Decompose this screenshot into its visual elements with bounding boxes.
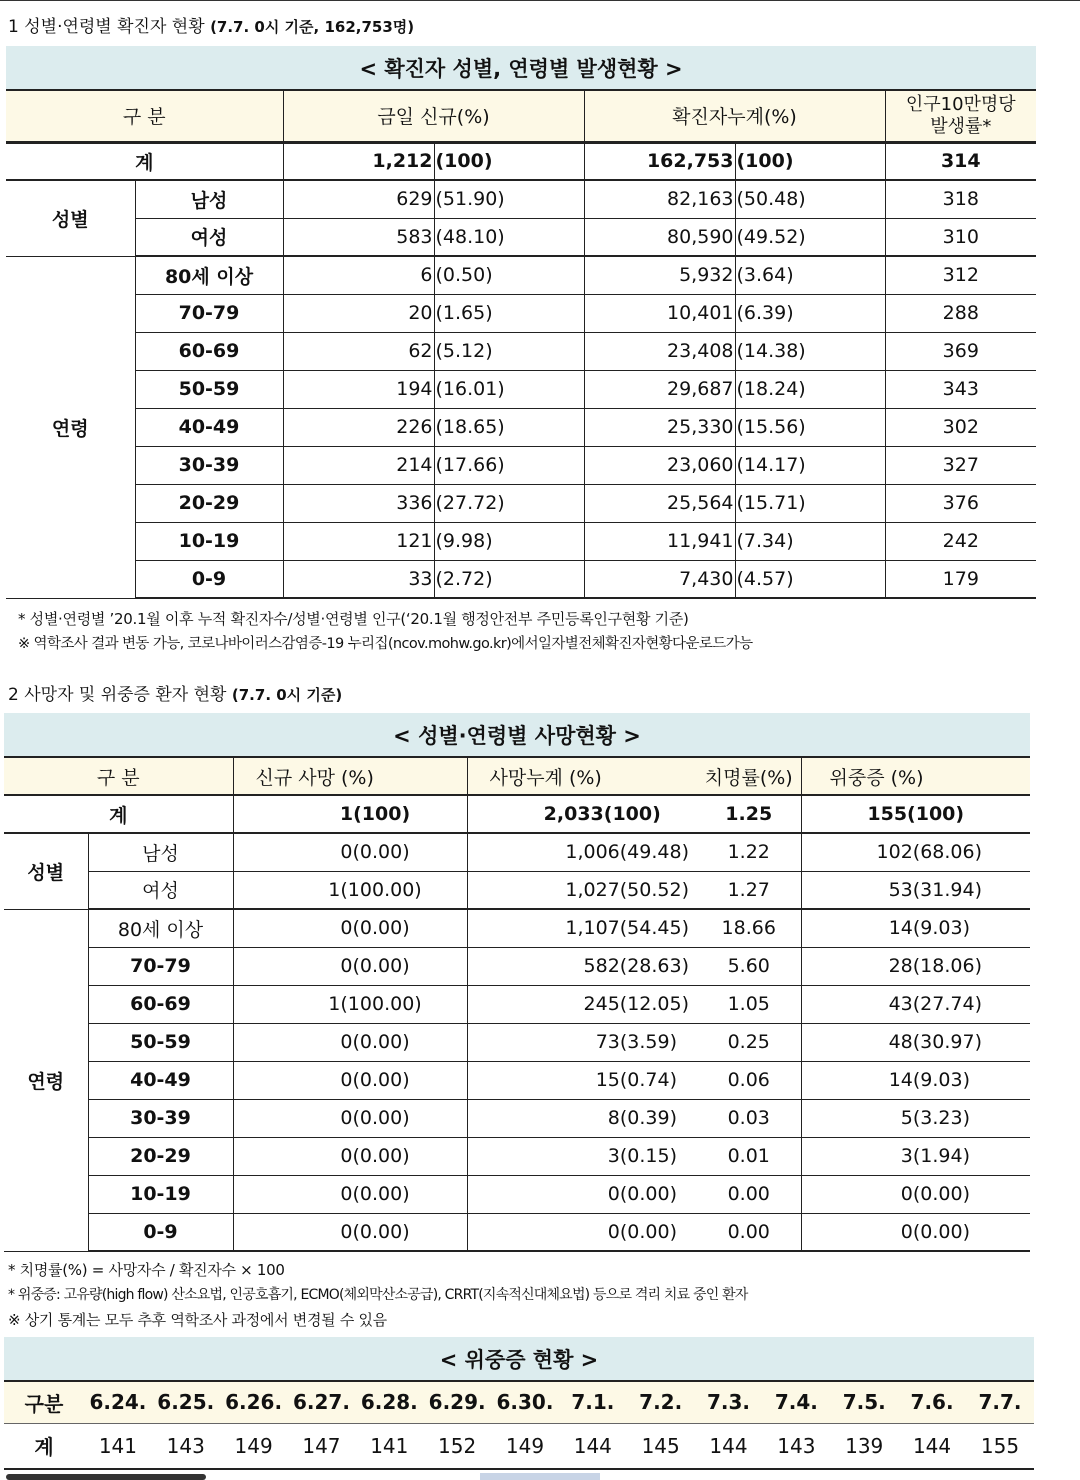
- section2-subtitle: (7.7. 0시 기준): [231, 686, 343, 704]
- row-cum: 3(0.15): [467, 1137, 697, 1175]
- date-cell: 6.24.: [84, 1381, 152, 1423]
- row-severe: 53(31.94): [801, 871, 1030, 909]
- row-fatality: 1.22: [697, 833, 801, 871]
- row-cum: 80,590: [584, 218, 735, 256]
- total-cum: 2,033(100): [467, 795, 697, 833]
- row-cum: 5,932: [584, 256, 735, 294]
- row-cum-pct: (50.48): [735, 180, 885, 218]
- row-new: 0(0.00): [233, 1099, 467, 1137]
- value-cell: 149: [220, 1423, 288, 1469]
- row-fatality: 0.00: [697, 1213, 801, 1251]
- date-cell: 6.30.: [491, 1381, 559, 1423]
- row-cum-pct: (15.56): [735, 408, 885, 446]
- date-cell: 6.25.: [152, 1381, 220, 1423]
- row-new: 629: [283, 180, 434, 218]
- row-label: 70-79: [88, 947, 233, 985]
- row-rate: 312: [885, 256, 1036, 294]
- age-group-label: 연령: [4, 909, 88, 1251]
- row-new: 0(0.00): [233, 833, 467, 871]
- sex-group-label: 성별: [6, 180, 135, 256]
- row-rate: 242: [885, 522, 1036, 560]
- header-rate-line2: 발생률*: [930, 115, 992, 137]
- row-fatality: 0.06: [697, 1061, 801, 1099]
- row-label: 10-19: [135, 522, 283, 560]
- row-cum-pct: (7.34): [735, 522, 885, 560]
- row-cum: 82,163: [584, 180, 735, 218]
- date-cell: 6.29.: [423, 1381, 491, 1423]
- header-rate: [885, 90, 1036, 142]
- row-new-pct: (5.12): [434, 332, 584, 370]
- row-cum: 582(28.63): [467, 947, 697, 985]
- row-label: 20-29: [88, 1137, 233, 1175]
- section2-note: * 위중증: 고유량(high flow) 산소요법, 인공호흡기, ECMO(체외막산소공급), CRRT(지속적신대체요법) 등으로 격리 치료 중인 환자: [8, 1287, 748, 1303]
- total-cum: 162,753: [584, 142, 735, 180]
- severe-cases-table: [4, 1337, 1034, 1470]
- row-new: 33: [283, 560, 434, 598]
- row-label: 50-59: [135, 370, 283, 408]
- row-cum-pct: (14.17): [735, 446, 885, 484]
- date-cell: 6.27.: [288, 1381, 356, 1423]
- row-new: 0(0.00): [233, 947, 467, 985]
- row-new-pct: (0.50): [434, 256, 584, 294]
- date-cell: 7.3.: [695, 1381, 763, 1423]
- row-new: 121: [283, 522, 434, 560]
- row-cum: 1,027(50.52): [467, 871, 697, 909]
- row-header-label: 구분: [4, 1381, 84, 1423]
- total-new: 1(100): [233, 795, 467, 833]
- row-new-pct: (27.72): [434, 484, 584, 522]
- row-cum: 0(0.00): [467, 1213, 697, 1251]
- confirmed-cases-table: [6, 46, 1036, 599]
- row-cum-pct: (3.64): [735, 256, 885, 294]
- row-cum-pct: (14.38): [735, 332, 885, 370]
- table3-caption: < 위중증 현황 >: [4, 1337, 1034, 1381]
- total-label: 계: [6, 142, 283, 180]
- value-cell: 147: [288, 1423, 356, 1469]
- section1-title: [8, 12, 414, 37]
- value-cell: 143: [152, 1423, 220, 1469]
- header-severe: 위중증 (%): [801, 757, 1030, 795]
- row-label: 20-29: [135, 484, 283, 522]
- date-cell: 7.1.: [559, 1381, 627, 1423]
- row-new-pct: (18.65): [434, 408, 584, 446]
- date-cell: 6.28.: [355, 1381, 423, 1423]
- row-new: 214: [283, 446, 434, 484]
- row-cum-pct: (6.39): [735, 294, 885, 332]
- row-new: 0(0.00): [233, 909, 467, 947]
- row-severe: 28(18.06): [801, 947, 1030, 985]
- row-rate: 179: [885, 560, 1036, 598]
- row-severe: 14(9.03): [801, 1061, 1030, 1099]
- table2-caption: < 성별·연령별 사망현황 >: [4, 713, 1030, 757]
- row-fatality: 1.27: [697, 871, 801, 909]
- table1-caption: < 확진자 성별, 연령별 발생현황 >: [6, 46, 1036, 90]
- row-new: 1(100.00): [233, 871, 467, 909]
- row-new-pct: (48.10): [434, 218, 584, 256]
- row-rate: 369: [885, 332, 1036, 370]
- value-cell: 143: [762, 1423, 830, 1469]
- row-label: 40-49: [135, 408, 283, 446]
- row-new: 0(0.00): [233, 1137, 467, 1175]
- row-new: 194: [283, 370, 434, 408]
- row-label: 70-79: [135, 294, 283, 332]
- section1-note: * 성별·연령별 ’20.1월 이후 누적 확진자수/성별·연령별 인구(‘20.1월 행정안전부 주민등록인구현황 기준): [18, 610, 689, 628]
- row-label: 60-69: [135, 332, 283, 370]
- header-new-death: 신규 사망 (%): [233, 757, 467, 795]
- value-cell: 144: [695, 1423, 763, 1469]
- row-cum: 73(3.59): [467, 1023, 697, 1061]
- row-severe: 0(0.00): [801, 1175, 1030, 1213]
- total-new: 1,212: [283, 142, 434, 180]
- section2-title: [8, 680, 342, 705]
- row-cum-pct: (15.71): [735, 484, 885, 522]
- row-cum: 8(0.39): [467, 1099, 697, 1137]
- row-new-pct: (16.01): [434, 370, 584, 408]
- row-fatality: 0.01: [697, 1137, 801, 1175]
- row-label: 10-19: [88, 1175, 233, 1213]
- date-cell: 7.5.: [830, 1381, 898, 1423]
- section1-note: ※ 역학조사 결과 변동 가능, 코로나바이러스감염증-19 누리집(ncov.mohw.go.kr)에서일자별전체확진자현황다운로드가능: [18, 636, 753, 652]
- row-severe: 3(1.94): [801, 1137, 1030, 1175]
- row-new: 62: [283, 332, 434, 370]
- row-new: 226: [283, 408, 434, 446]
- value-cell: 152: [423, 1423, 491, 1469]
- value-cell: 141: [355, 1423, 423, 1469]
- header-rate-line1: 인구10만명당: [905, 93, 1016, 115]
- header-category: 구 분: [4, 757, 233, 795]
- row-cum: 7,430: [584, 560, 735, 598]
- row-new-pct: (51.90): [434, 180, 584, 218]
- row-new-pct: (1.65): [434, 294, 584, 332]
- row-fatality: 18.66: [697, 909, 801, 947]
- row-label: 30-39: [135, 446, 283, 484]
- section2-title-text: 2 사망자 및 위중증 환자 현황: [8, 685, 227, 705]
- header-fatality: 치명률(%): [697, 757, 801, 795]
- row-severe: 102(68.06): [801, 833, 1030, 871]
- row-rate: 302: [885, 408, 1036, 446]
- date-cell: 7.4.: [762, 1381, 830, 1423]
- row-fatality: 0.00: [697, 1175, 801, 1213]
- row-new: 6: [283, 256, 434, 294]
- date-cell: 7.7.: [966, 1381, 1034, 1423]
- row-severe: 48(30.97): [801, 1023, 1030, 1061]
- row-label: 80세 이상: [88, 909, 233, 947]
- row-rate: 288: [885, 294, 1036, 332]
- section1-title-text: 1 성별·연령별 확진자 현황: [8, 17, 205, 37]
- age-group-label: 연령: [6, 256, 135, 598]
- value-cell: 144: [559, 1423, 627, 1469]
- row-fatality: 5.60: [697, 947, 801, 985]
- row-new-pct: (9.98): [434, 522, 584, 560]
- row-label: 80세 이상: [135, 256, 283, 294]
- deaths-table: [4, 713, 1030, 1252]
- header-cum-death: 사망누계 (%): [467, 757, 697, 795]
- row-label: 50-59: [88, 1023, 233, 1061]
- row-fatality: 1.05: [697, 985, 801, 1023]
- row-new: 0(0.00): [233, 1213, 467, 1251]
- sex-group-label: 성별: [4, 833, 88, 909]
- header-new: 금일 신규(%): [283, 90, 584, 142]
- total-fatality: 1.25: [697, 795, 801, 833]
- top-rule: [0, 0, 1080, 1]
- row-cum: 11,941: [584, 522, 735, 560]
- row-cum: 25,564: [584, 484, 735, 522]
- row-label: 30-39: [88, 1099, 233, 1137]
- row-rate: 327: [885, 446, 1036, 484]
- row-new-pct: (17.66): [434, 446, 584, 484]
- row-new: 0(0.00): [233, 1061, 467, 1099]
- row-cum: 1,006(49.48): [467, 833, 697, 871]
- row-label: 여성: [88, 871, 233, 909]
- row-new-pct: (2.72): [434, 560, 584, 598]
- total-severe: 155(100): [801, 795, 1030, 833]
- row-rate: 343: [885, 370, 1036, 408]
- total-label: 계: [4, 1423, 84, 1469]
- row-cum-pct: (4.57): [735, 560, 885, 598]
- total-new-pct: (100): [434, 142, 584, 180]
- row-label: 40-49: [88, 1061, 233, 1099]
- date-cell: 7.6.: [898, 1381, 966, 1423]
- date-cell: 7.2.: [627, 1381, 695, 1423]
- row-new: 336: [283, 484, 434, 522]
- section2-note: * 치명률(%) = 사망자수 / 확진자수 × 100: [8, 1261, 285, 1279]
- row-label: 60-69: [88, 985, 233, 1023]
- section1-subtitle: (7.7. 0시 기준, 162,753명): [210, 18, 415, 36]
- row-label: 남성: [135, 180, 283, 218]
- row-label: 0-9: [135, 560, 283, 598]
- row-label: 남성: [88, 833, 233, 871]
- row-new: 0(0.00): [233, 1175, 467, 1213]
- row-label: 0-9: [88, 1213, 233, 1251]
- row-new: 0(0.00): [233, 1023, 467, 1061]
- value-cell: 144: [898, 1423, 966, 1469]
- row-fatality: 0.25: [697, 1023, 801, 1061]
- row-new: 20: [283, 294, 434, 332]
- row-new: 1(100.00): [233, 985, 467, 1023]
- section2-note: ※ 상기 통계는 모두 추후 역학조사 과정에서 변경될 수 있음: [8, 1311, 387, 1329]
- row-cum: 15(0.74): [467, 1061, 697, 1099]
- header-category: 구 분: [6, 90, 283, 142]
- row-cum-pct: (18.24): [735, 370, 885, 408]
- value-cell: 145: [627, 1423, 695, 1469]
- total-rate: 314: [885, 142, 1036, 180]
- row-new: 583: [283, 218, 434, 256]
- row-cum: 245(12.05): [467, 985, 697, 1023]
- row-severe: 0(0.00): [801, 1213, 1030, 1251]
- total-label: 계: [4, 795, 233, 833]
- row-severe: 5(3.23): [801, 1099, 1030, 1137]
- header-cumulative: 확진자누계(%): [584, 90, 885, 142]
- footer-logo: [480, 1473, 600, 1480]
- value-cell: 149: [491, 1423, 559, 1469]
- value-cell: 155: [966, 1423, 1034, 1469]
- row-severe: 14(9.03): [801, 909, 1030, 947]
- date-cell: 6.26.: [220, 1381, 288, 1423]
- row-cum: 1,107(54.45): [467, 909, 697, 947]
- row-rate: 318: [885, 180, 1036, 218]
- row-cum: 0(0.00): [467, 1175, 697, 1213]
- row-label: 여성: [135, 218, 283, 256]
- row-severe: 43(27.74): [801, 985, 1030, 1023]
- row-cum: 29,687: [584, 370, 735, 408]
- value-cell: 141: [84, 1423, 152, 1469]
- total-cum-pct: (100): [735, 142, 885, 180]
- row-rate: 310: [885, 218, 1036, 256]
- row-cum: 25,330: [584, 408, 735, 446]
- row-cum: 10,401: [584, 294, 735, 332]
- value-cell: 139: [830, 1423, 898, 1469]
- row-cum-pct: (49.52): [735, 218, 885, 256]
- row-cum: 23,060: [584, 446, 735, 484]
- row-cum: 23,408: [584, 332, 735, 370]
- row-rate: 376: [885, 484, 1036, 522]
- footer-bar: [6, 1474, 206, 1480]
- row-fatality: 0.03: [697, 1099, 801, 1137]
